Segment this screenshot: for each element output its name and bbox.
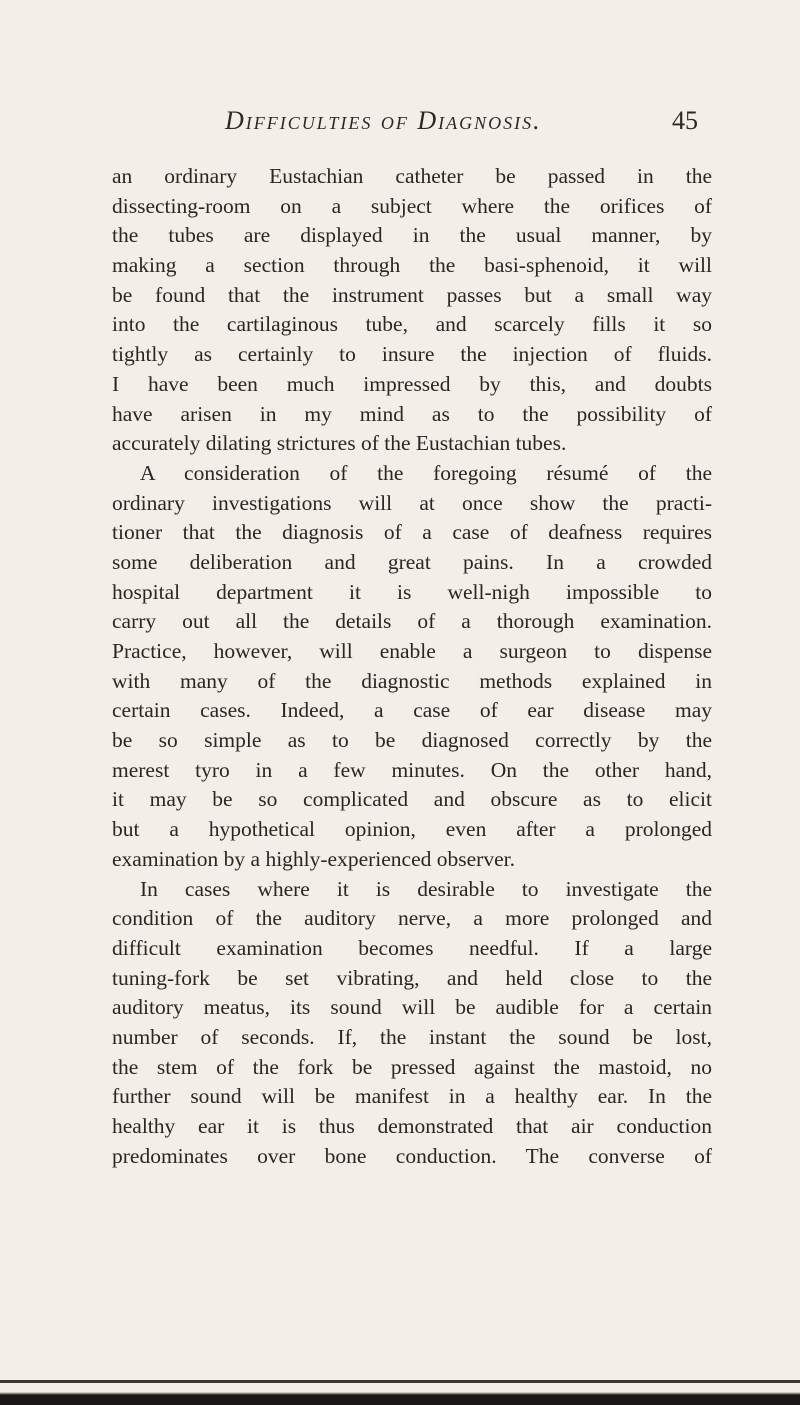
text-line: tuning-fork be set vibrating, and held close to the <box>112 965 712 990</box>
text-line: certain cases. Indeed, a case of ear disease may <box>112 698 712 723</box>
body-text <box>112 162 712 1171</box>
text-line: the stem of the fork be pressed against the mastoid, no <box>112 1054 712 1079</box>
text-line: into the cartilaginous tube, and scarcely fills it so <box>112 312 712 337</box>
text-line: tightly as certainly to insure the injection of fluids. <box>112 342 712 367</box>
text-line: but a hypothetical opinion, even after a prolonged <box>112 817 712 842</box>
paragraph-start-line: A consideration of the foregoing résumé of the <box>140 460 712 485</box>
text-line: further sound will be manifest in a healthy ear. In the <box>112 1084 712 1109</box>
text-line: with many of the diagnostic methods explained in <box>112 668 712 693</box>
text-line: condition of the auditory nerve, a more prolonged and <box>112 906 712 931</box>
text-line: an ordinary Eustachian catheter be passed in the <box>112 164 712 188</box>
page-edge-line <box>0 1380 800 1383</box>
text-line: it may be so complicated and obscure as to elicit <box>112 787 712 812</box>
text-line: be so simple as to be diagnosed correctly by the <box>112 728 712 753</box>
text-line: examination by a highly-experienced observer. <box>112 846 515 871</box>
text-line: the tubes are displayed in the usual manner, by <box>112 223 712 248</box>
text-line: tioner that the diagnosis of a case of deafness requires <box>112 520 712 545</box>
text-line: be found that the instrument passes but a small way <box>112 282 712 307</box>
text-line: dissecting-room on a subject where the orifices of <box>112 193 712 218</box>
text-line: ordinary investigations will at once show the practi- <box>112 490 712 515</box>
text-line: carry out all the details of a thorough examination. <box>112 609 712 634</box>
paragraph-start-line: In cases where it is desirable to investigate the <box>140 876 712 901</box>
page-number: 45 <box>672 106 698 135</box>
page-edge-shadow <box>0 1392 800 1405</box>
text-line: merest tyro in a few minutes. On the other hand, <box>112 757 712 782</box>
text-line: predominates over bone conduction. The converse of <box>112 1143 712 1168</box>
text-line: difficult examination becomes needful. If a large <box>112 935 712 960</box>
page-header <box>0 106 800 146</box>
text-line: have arisen in my mind as to the possibility of <box>112 401 712 426</box>
text-line: some deliberation and great pains. In a crowded <box>112 549 712 574</box>
text-line: I have been much impressed by this, and doubts <box>112 371 712 396</box>
text-line: accurately dilating strictures of the Eustachian tubes. <box>112 431 567 456</box>
text-line: Practice, however, will enable a surgeon to dispense <box>112 639 712 663</box>
text-line: hospital department it is well-nigh impossible to <box>112 579 712 604</box>
text-line: auditory meatus, its sound will be audible for a certain <box>112 995 712 1020</box>
running-title: Difficulties of Diagnosis. <box>225 106 542 135</box>
text-line: healthy ear it is thus demonstrated that air conduction <box>112 1114 712 1138</box>
text-line: making a section through the basi-sphenoid, it will <box>112 253 712 278</box>
text-line: number of seconds. If, the instant the sound be lost, <box>112 1024 712 1049</box>
